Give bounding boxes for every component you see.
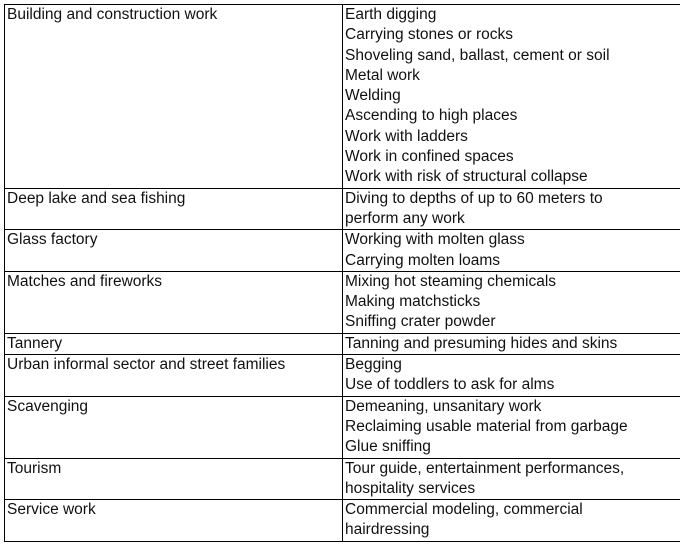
activity-line: Tanning and presuming hides and skins (345, 334, 618, 352)
activity-line: Carrying molten loams (345, 251, 501, 269)
activity-line: hairdressing (345, 521, 430, 539)
table-row (5, 5, 680, 189)
sector-label: Scavenging (7, 397, 89, 415)
activities-cell (343, 5, 680, 189)
sector-cell (5, 458, 343, 500)
activity-line: Metal work (345, 66, 420, 84)
sector-label: Tannery (7, 334, 63, 352)
activity-line: Commercial modeling, commercial (345, 501, 583, 519)
activity-line: Work in confined spaces (345, 148, 514, 166)
activities-cell (343, 355, 680, 397)
hazardous-work-table (4, 4, 680, 542)
activity-line: perform any work (345, 209, 465, 227)
activity-line: Carrying stones or rocks (345, 26, 513, 44)
activities-cell (343, 333, 680, 354)
activity-line: Use of toddlers to ask for alms (345, 376, 555, 394)
activity-line: Welding (345, 87, 401, 105)
table-row (5, 333, 680, 354)
activity-line: Tour guide, entertainment performances, (345, 459, 625, 477)
activity-line: Diving to depths of up to 60 meters to (345, 189, 603, 207)
table-row (5, 188, 680, 230)
sector-cell (5, 5, 343, 189)
sector-cell (5, 355, 343, 397)
activity-line: Making matchsticks (345, 293, 481, 311)
activity-line: Demeaning, unsanitary work (345, 397, 542, 415)
sector-cell (5, 333, 343, 354)
table-body (5, 5, 680, 542)
activity-line: Mixing hot steaming chemicals (345, 272, 557, 290)
activity-line: Earth digging (345, 6, 437, 23)
table-row (5, 271, 680, 333)
activity-line: Ascending to high places (345, 107, 518, 125)
sector-label: Matches and fireworks (7, 272, 163, 290)
table-row (5, 396, 680, 458)
sector-label: Building and construction work (7, 6, 218, 23)
activities-cell (343, 271, 680, 333)
sector-label: Service work (7, 501, 96, 519)
sector-label: Deep lake and sea fishing (7, 189, 186, 207)
activity-line: Work with ladders (345, 127, 468, 145)
activities-cell (343, 396, 680, 458)
table-row (5, 500, 680, 542)
sector-cell (5, 396, 343, 458)
activity-line: Glue sniffing (345, 438, 431, 456)
activities-cell (343, 458, 680, 500)
activity-line: Shoveling sand, ballast, cement or soil (345, 46, 610, 64)
sector-cell (5, 188, 343, 230)
sector-cell (5, 271, 343, 333)
activity-line: hospitality services (345, 479, 476, 497)
activities-cell (343, 188, 680, 230)
table-row (5, 355, 680, 397)
sector-cell (5, 230, 343, 272)
activity-line: Working with molten glass (345, 231, 525, 249)
sector-cell (5, 500, 343, 542)
activity-line: Sniffing crater powder (345, 313, 496, 331)
activities-cell (343, 500, 680, 542)
sector-label: Urban informal sector and street families (7, 356, 286, 374)
table-row (5, 458, 680, 500)
activities-cell (343, 230, 680, 272)
sector-label: Tourism (7, 459, 62, 477)
activity-line: Reclaiming usable material from garbage (345, 417, 628, 435)
sector-label: Glass factory (7, 231, 98, 249)
activity-line: Work with risk of structural collapse (345, 168, 588, 186)
activity-line: Begging (345, 356, 402, 374)
table-row (5, 230, 680, 272)
